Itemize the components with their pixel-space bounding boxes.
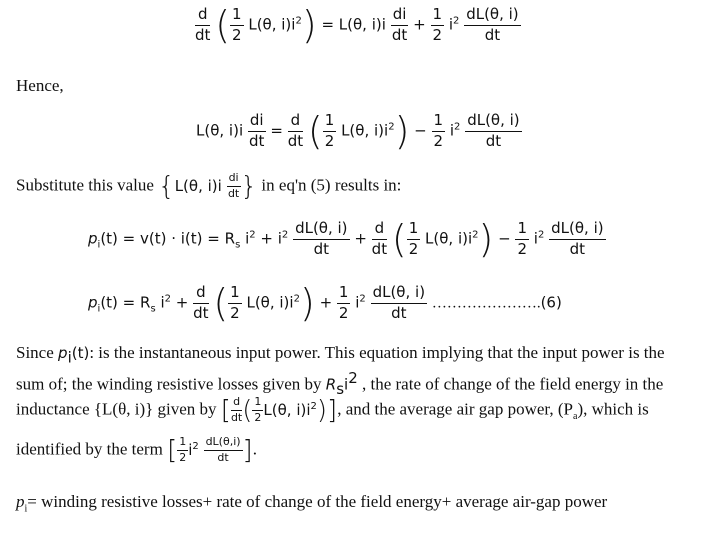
paragraph-line-1: Since $p_i(t)$: is the instantaneous input power. This equation implying that the input power is the <box>16 343 665 367</box>
paragraph-line-2: sum of; the winding resistive losses given by $R_si^2$ , the rate of change of the field energy in the <box>16 369 664 399</box>
paragraph-line-3: inductance {L(θ, i)} given by [ $\frac{d}{dt}$ ( $\frac{1}{2}$ L(θ, $i)i^2$)], and the average air gap power, $(P_a)$, which is <box>16 395 649 426</box>
equation-1: $\frac{d}{dt}$ ( $\frac{1}{2}$ L(θ, $i)i^2) = L(\theta$, i)i $\frac{di}{dt}$ + $\frac{1}{2}$ $i^2$ $\frac{dL(\theta, i)}{dt}$ <box>195 3 519 47</box>
equation-number: (6) <box>540 293 562 312</box>
equation-2: L(θ, i)i $\frac{di}{dt}$ = $\frac{d}{dt}$ ( $\frac{1}{2}$ L(θ, $i)i^2$) − $\frac{1}{2}$ $i^2$ $\frac{dL(\theta, i)}{dt}$ <box>196 109 520 153</box>
substitute-line: Substitute this value {L(θ, i)i $\frac{di}{dt}$ } in eq'n (5) results in: <box>16 171 402 202</box>
paragraph-line-4: identified by the term [ $\frac{1}{2}$ $i^2$ $\frac{dL(\theta,i)}{dt}$ ]. <box>16 435 257 466</box>
hence-text: Hence, <box>16 76 64 95</box>
summary-line: $p_i=$ winding resistive losses+ rate of change of the field energy+ average air-gap power <box>16 492 608 515</box>
equation-4: $p_i(t) = R_s$ $i^2$ + $\frac{d}{dt}$ ( $\frac{1}{2}$ L(θ, $i)i^2$) + $\frac{1}{2}$ $i^2$ $\frac{dL(\theta, i)}{dt}$ ………………….(6) <box>88 281 562 325</box>
dot-leader: …………………. <box>431 295 541 312</box>
equation-3: $p_i(t) = v(t) \cdot i(t) = R_s$ $i^2 + i^2$ $\frac{dL(\theta, i)}{dt}$ + $\frac{d}{dt}$ ( $\frac{1}{2}$ L(θ, $i)i^2$) − $\frac{1}{2}$ $i^2$ $\frac{dL(\theta, i)}{dt}$ <box>88 217 604 261</box>
